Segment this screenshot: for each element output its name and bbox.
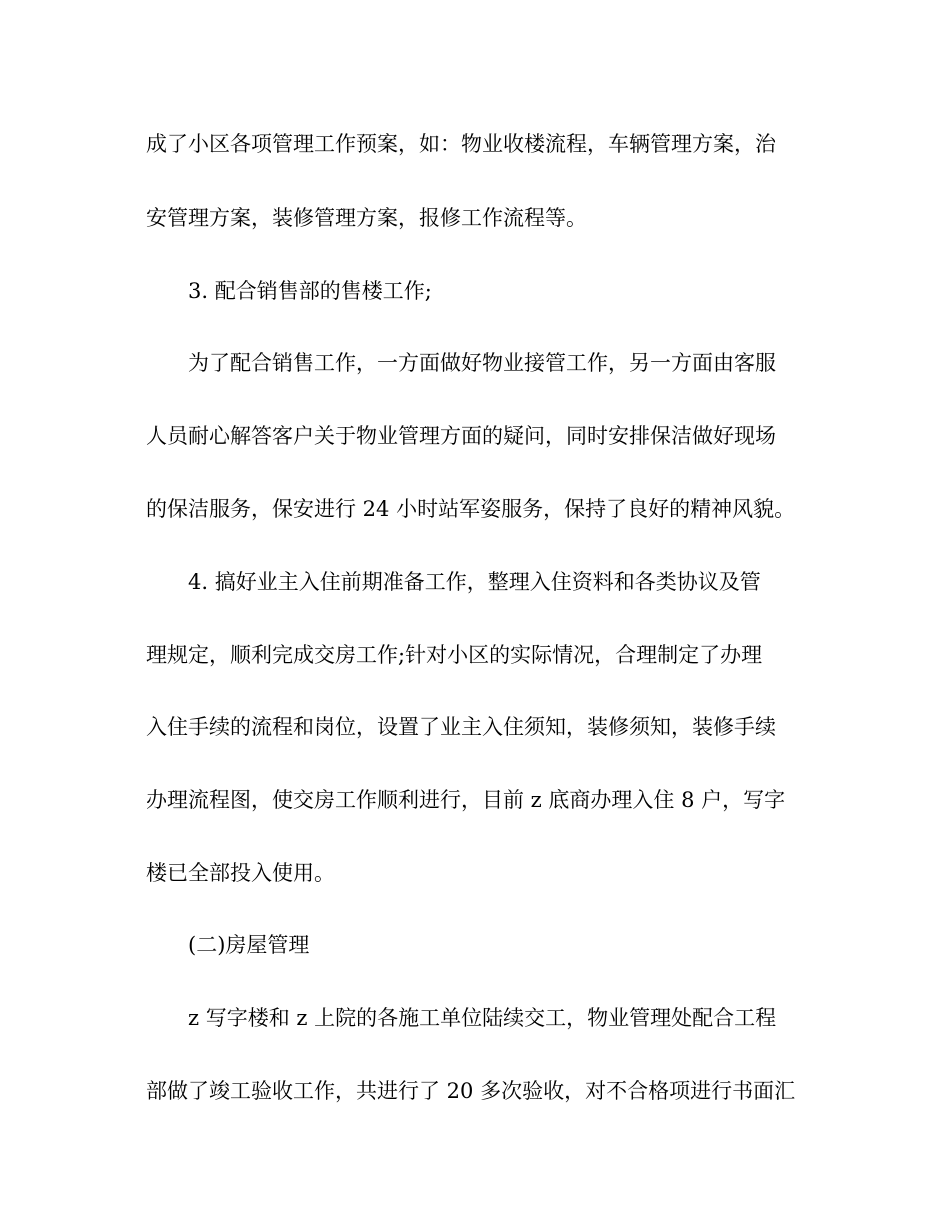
text-line: 部做了竣工验收工作，共进行了 20 多次验收，对不合格项进行书面汇: [146, 1079, 796, 1103]
text-line: 安管理方案，装修管理方案，报修工作流程等。: [146, 206, 587, 230]
list-item-heading: 4. 搞好业主入住前期准备工作，整理入住资料和各类协议及管: [188, 570, 761, 594]
text-line: 入住手续的流程和岗位，设置了业主入住须知，装修须知，装修手续: [146, 715, 776, 739]
text-line: 为了配合销售工作，一方面做好物业接管工作，另一方面由客服: [188, 351, 776, 375]
text-line: 成了小区各项管理工作预案，如：物业收楼流程，车辆管理方案，治: [146, 132, 776, 156]
text-line: 人员耐心解答客户关于物业管理方面的疑问，同时安排保洁做好现场: [146, 424, 776, 448]
text-line: 楼已全部投入使用。: [146, 861, 335, 885]
text-line: 的保洁服务，保安进行 24 小时站军姿服务，保持了良好的精神风貌。: [146, 497, 796, 521]
text-line: z 写字楼和 z 上院的各施工单位陆续交工，物业管理处配合工程: [188, 1006, 777, 1030]
section-heading: (二)房屋管理: [188, 933, 310, 957]
list-item-heading: 3. 配合销售部的售楼工作;: [188, 279, 432, 303]
text-line: 理规定，顺利完成交房工作;针对小区的实际情况，合理制定了办理: [146, 643, 763, 667]
text-line: 办理流程图，使交房工作顺利进行，目前 z 底商办理入住 8 户，写字: [146, 788, 786, 812]
